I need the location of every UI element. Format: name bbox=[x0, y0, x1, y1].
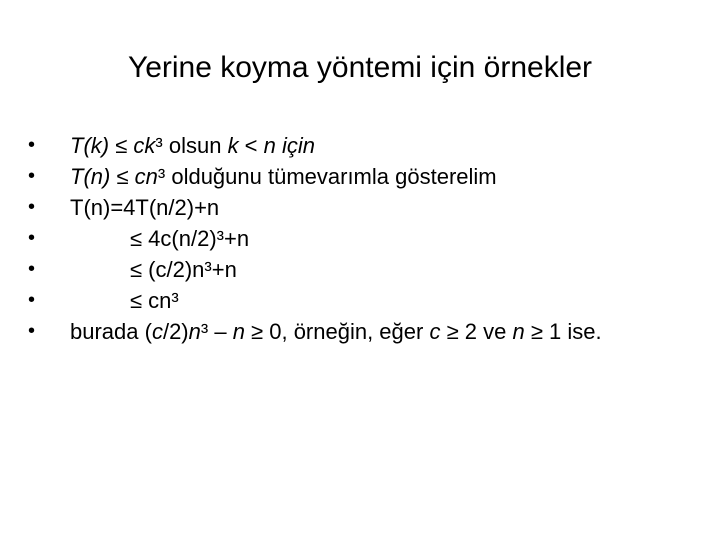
bullet-text: k bbox=[227, 133, 239, 158]
bullet-text: ≤ 4c(n/2)³+n bbox=[130, 226, 250, 251]
bullet-text: ) ≤ bbox=[103, 164, 135, 189]
bullet-icon: • bbox=[28, 289, 36, 311]
bullet-icon: • bbox=[28, 196, 36, 218]
bullet-text: c bbox=[151, 319, 163, 344]
bullet-icon: • bbox=[28, 134, 36, 156]
bullet-text: ≥ 1 ise. bbox=[524, 319, 602, 344]
bullet-icon: • bbox=[28, 227, 36, 249]
bullet-item bbox=[28, 254, 688, 285]
bullet-text: için bbox=[275, 133, 316, 158]
bullet-text: k bbox=[90, 133, 102, 158]
bullet-text: < bbox=[238, 133, 264, 158]
bullet-text: ≤ (c/2)n³+n bbox=[130, 257, 237, 282]
bullet-icon: • bbox=[28, 320, 36, 342]
bullet-item bbox=[28, 285, 688, 316]
bullet-item bbox=[28, 316, 688, 347]
bullet-text: n bbox=[188, 319, 201, 344]
bullet-text: T(n)=4T(n/2)+n bbox=[70, 195, 220, 220]
bullet-text: burada ( bbox=[70, 319, 152, 344]
bullet-text: ³ olduğunu tümevarımla gösterelim bbox=[157, 164, 497, 189]
bullet-text: c bbox=[429, 319, 441, 344]
bullet-item bbox=[28, 192, 688, 223]
bullet-text: olsun bbox=[168, 133, 228, 158]
bullet-text: ³ – bbox=[200, 319, 233, 344]
bullet-text: n bbox=[512, 319, 525, 344]
bullet-text: ) ≤ bbox=[101, 133, 134, 158]
bullet-text: ≤ cn³ bbox=[130, 288, 179, 313]
bullet-item bbox=[28, 223, 688, 254]
bullet-icon: • bbox=[28, 165, 36, 187]
slide-title: Yerine koyma yöntemi için örnekler bbox=[127, 51, 593, 84]
bullet-text: ck bbox=[133, 133, 156, 158]
bullet-text: /2) bbox=[162, 319, 189, 344]
bullet-text: n bbox=[232, 319, 245, 344]
bullet-text: ≥ 0, örneğin, eğer bbox=[244, 319, 430, 344]
bullet-text: n bbox=[263, 133, 276, 158]
bullet-list bbox=[28, 130, 688, 347]
bullet-text: ≥ 2 ve bbox=[440, 319, 513, 344]
bullet-item bbox=[28, 161, 688, 192]
bullet-text: T( bbox=[70, 133, 91, 158]
bullet-icon: • bbox=[28, 258, 36, 280]
bullet-text: n bbox=[90, 164, 104, 189]
bullet-text: cn bbox=[134, 164, 158, 189]
bullet-text: ³ bbox=[155, 133, 169, 158]
bullet-item bbox=[28, 130, 688, 161]
bullet-text: T( bbox=[70, 164, 91, 189]
